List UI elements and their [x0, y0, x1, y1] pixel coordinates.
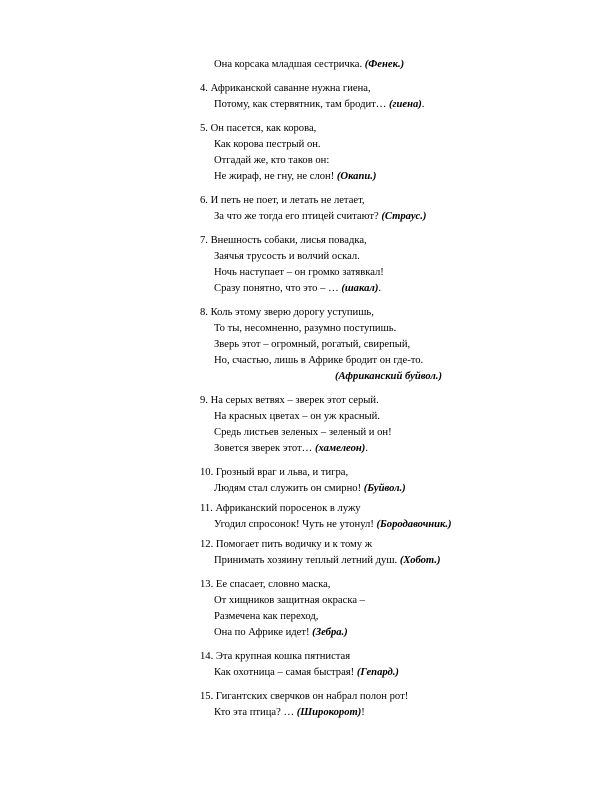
riddle-line: Она корсака младшая сестричка. (Фенек.) — [214, 59, 405, 70]
riddle-answer: (Фенек.) — [364, 59, 405, 70]
riddle-line: 8. Коль этому зверю дорогу уступишь, — [200, 307, 374, 318]
riddle-line: Размечена как переход, — [214, 611, 319, 622]
riddle-line: 7. Внешность собаки, лисья повадка, — [200, 235, 367, 246]
riddle-answer: (Африканский буйвол.) — [335, 371, 442, 382]
riddle-line: 14. Эта крупная кошка пятнистая — [200, 651, 351, 662]
riddle-answer: (Гепард.) — [356, 667, 399, 678]
riddle-answer: (Зебра.) — [312, 627, 348, 638]
riddle-line: За что же тогда его птицей считают? (Страус.) — [214, 211, 427, 222]
riddle-line: Ночь наступает – он громко затявкал! — [214, 267, 384, 278]
riddle-answer: (Широкорот) — [296, 707, 362, 718]
riddle-line: 10. Грозный враг и льва, и тигра, — [200, 467, 349, 478]
riddle-line: Как корова пестрый он. — [214, 139, 321, 150]
riddle-line: 11. Африканский поросенок в лужу — [200, 503, 361, 514]
riddle-line: Отгадай же, кто таков он: — [214, 155, 330, 166]
riddle-line: Как охотница – самая быстрая! (Гепард.) — [214, 667, 399, 678]
riddle-answer: (Буйвол.) — [363, 483, 406, 494]
riddle-line: 15. Гигантских сверчков он набрал полон рот! — [200, 691, 409, 702]
riddle-line: То ты, несомненно, разумно поступишь. — [214, 323, 397, 334]
riddle-line: Средь листьев зеленых – зеленый и он! — [214, 427, 392, 438]
riddle-line: 13. Ее спасает, словно маска, — [200, 579, 331, 590]
riddle-answer: (Окапи.) — [336, 171, 377, 182]
riddle-line: От хищников защитная окраска – — [214, 595, 365, 606]
riddle-line: Принимать хозяину теплый летний душ. (Хобот.) — [214, 555, 441, 566]
riddle-line: Зовется зверек этот… (хамелеон). — [214, 443, 368, 454]
riddle-line: Но, счастью, лишь в Африке бродит он где-то. — [214, 355, 424, 366]
riddle-line: Угодил спросонок! Чуть не утонул! (Бородавочник.) — [214, 519, 452, 530]
riddle-answer: (гиена) — [389, 99, 422, 110]
riddle-line: 12. Помогает пить водичку и к тому ж — [200, 539, 373, 550]
riddle-line: Не жираф, не гну, не слон! (Окапи.) — [214, 171, 377, 182]
riddle-line: 4. Африканской саванне нужна гиена, — [200, 83, 371, 94]
riddle-line: 5. Он пасется, как корова, — [200, 123, 317, 134]
riddle-answer: (Бородавочник.) — [376, 519, 452, 530]
riddle-line: Кто эта птица? … (Широкорот)! — [214, 707, 365, 718]
riddle-line: Зверь этот – огромный, рогатый, свирепый, — [214, 339, 411, 350]
riddle-line: Заячья трусость и волчий оскал. — [214, 251, 360, 262]
riddle-line: 6. И петь не поет, и летать не летает, — [200, 195, 365, 206]
riddle-answer: (Хобот.) — [399, 555, 441, 566]
riddle-answer: (хамелеон) — [314, 443, 366, 454]
riddle-line: На красных цветах – он уж красный. — [214, 411, 380, 422]
riddle-line: Потому, как стервятник, там бродит… (гиена). — [214, 99, 425, 110]
riddle-answer: (Страус.) — [381, 211, 427, 222]
riddle-line: 9. На серых ветвях – зверек этот серый. — [200, 395, 379, 406]
riddle-line: Сразу понятно, что это – … (шакал). — [214, 283, 382, 294]
riddle-answer: (шакал) — [341, 283, 379, 294]
riddle-line: Людям стал служить он смирно! (Буйвол.) — [214, 483, 406, 494]
riddle-line: Она по Африке идет! (Зебра.) — [214, 627, 348, 638]
